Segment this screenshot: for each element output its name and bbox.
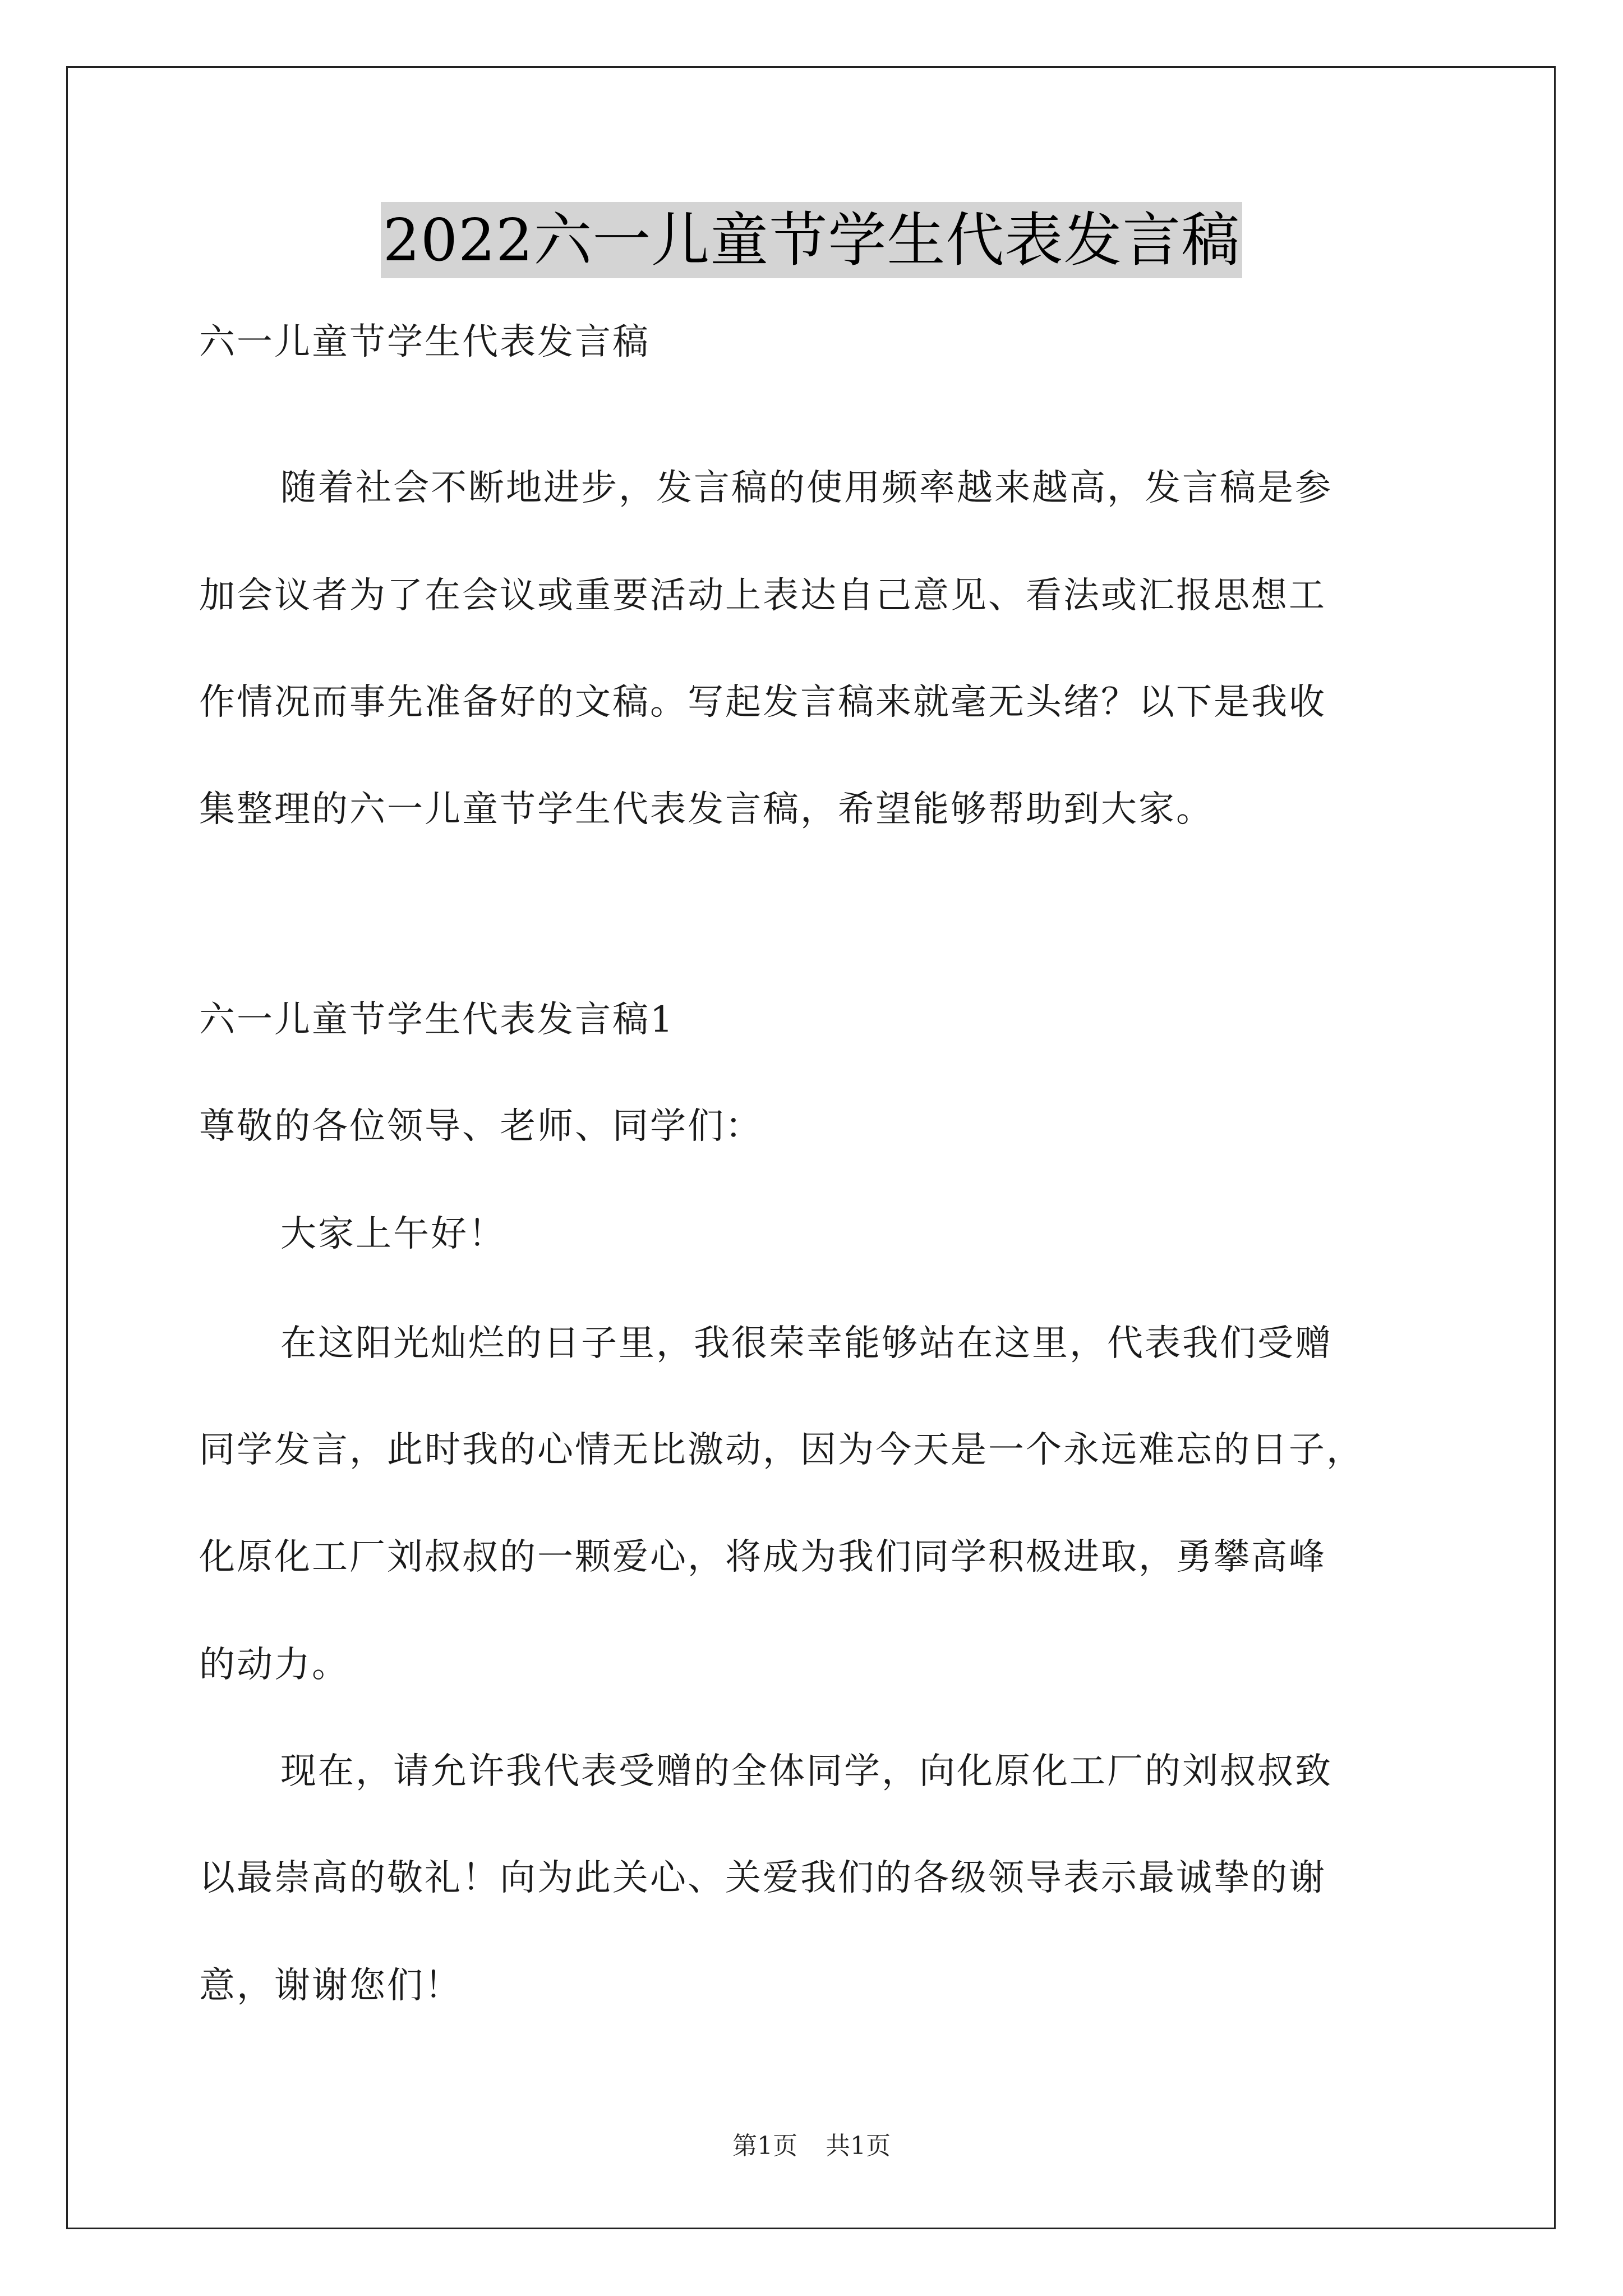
para2-line-1: 现在，请允许我代表受赠的全体同学，向化原化工厂的刘叔叔致 (280, 1751, 1332, 1792)
para1-line-4: 的动力。 (199, 1644, 349, 1686)
intro-line-1: 随着社会不断地进步，发言稿的使用频率越来越高，发言稿是参 (280, 467, 1332, 509)
title-container (0, 202, 1623, 278)
para2-line-3: 意，谢谢您们！ (199, 1965, 462, 2007)
document-title: 2022六一儿童节学生代表发言稿 (381, 202, 1243, 278)
para1-line-2: 同学发言，此时我的心情无比激动，因为今天是一个永远难忘的日子， (199, 1429, 1364, 1471)
page-number-total: 共1页 (826, 2132, 891, 2160)
page-footer (0, 2131, 1623, 2162)
salutation: 尊敬的各位领导、老师、同学们： (199, 1106, 763, 1147)
intro-line-4: 集整理的六一儿童节学生代表发言稿，希望能够帮助到大家。 (199, 789, 1214, 830)
greeting: 大家上午好！ (280, 1213, 506, 1255)
intro-line-2: 加会议者为了在会议或重要活动上表达自己意见、看法或汇报思想工 (199, 575, 1326, 616)
intro-line-3: 作情况而事先准备好的文稿。写起发言稿来就毫无头绪？以下是我收 (199, 682, 1326, 723)
para1-line-3: 化原化工厂刘叔叔的一颗爱心，将成为我们同学积极进取，勇攀高峰 (199, 1536, 1326, 1578)
para2-line-2: 以最崇高的敬礼！向为此关心、关爱我们的各级领导表示最诚挚的谢 (199, 1857, 1326, 1899)
section-heading: 六一儿童节学生代表发言稿1 (199, 999, 675, 1041)
page-number-current: 第1页 (732, 2132, 797, 2160)
para1-line-1: 在这阳光灿烂的日子里，我很荣幸能够站在这里，代表我们受赠 (280, 1323, 1332, 1364)
document-subtitle: 六一儿童节学生代表发言稿 (199, 321, 650, 363)
